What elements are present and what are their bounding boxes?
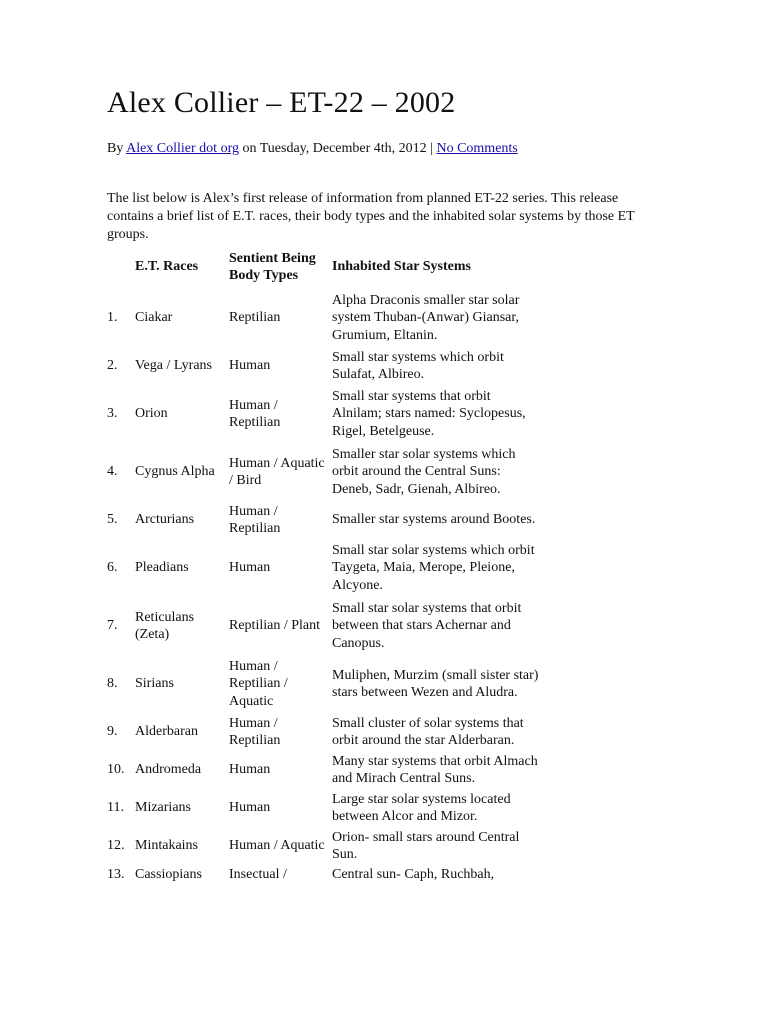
comments-link[interactable]: No Comments [436,141,518,156]
row-star-systems: Small star solar systems which orbit Taygeta, Maia, Merope, Pleione, Alcyone. [332,542,535,593]
row-body-type: Human / Reptilian [229,503,281,536]
row-number: 1. [107,310,118,326]
row-race: Arcturians [135,512,195,528]
row-race: Orion [135,406,168,422]
row-body-type: Human [229,560,271,576]
row-star-systems: Muliphen, Murzim (small sister star) stars between Wezen and Aludra. [332,667,539,700]
table-header-row [105,245,544,289]
row-star-systems: Smaller star systems around Bootes. [332,512,536,528]
table-row [105,597,544,655]
row-race: Cygnus Alpha [135,464,215,480]
row-body-type: Reptilian / Plant [229,618,320,634]
row-number: 3. [107,406,118,422]
row-star-systems: Orion- small stars around Central Sun. [332,829,520,862]
row-race: Alderbaran [135,724,198,740]
row-star-systems: Small star solar systems that orbit between that stars Achernar and Canopus. [332,600,522,651]
table-row [105,865,544,885]
row-number: 12. [107,838,125,854]
header-star-systems: Inhabited Star Systems [332,259,471,275]
table-row [105,789,544,827]
table-row [105,501,544,539]
table-row [105,289,544,347]
table-row [105,751,544,789]
row-star-systems: Small star systems which orbit Sulafat, Albireo. [332,349,504,382]
row-race: Ciakar [135,310,173,326]
row-number: 6. [107,560,118,576]
row-number: 10. [107,762,125,778]
row-body-type: Human / Aquatic / Bird [229,455,325,488]
row-race: Sirians [135,676,174,692]
table-row [105,655,544,713]
row-race: Mintakains [135,838,198,854]
page-title: Alex Collier – ET-22 – 2002 [107,86,456,119]
row-star-systems: Alpha Draconis smaller star solar system Thuban-(Anwar) Giansar, Grumium, Eltanin. [332,292,520,343]
row-race: Pleadians [135,560,189,576]
row-number: 8. [107,676,118,692]
row-number: 7. [107,618,118,634]
byline [107,141,518,157]
table-row [105,827,544,865]
row-number: 13. [107,867,125,882]
row-star-systems: Small star systems that orbit Alnilam; stars named: Syclopesus, Rigel, Betelgeuse. [332,388,526,439]
row-race: Mizarians [135,800,191,816]
row-number: 9. [107,724,118,740]
author-link[interactable]: Alex Collier dot org [126,141,239,156]
row-body-type: Human / Reptilian / Aquatic [229,658,288,709]
row-star-systems: Small cluster of solar systems that orbit around the star Alderbaran. [332,715,524,748]
row-star-systems: Smaller star solar systems which orbit around the Central Suns: Deneb, Sadr, Gienah, Albireo. [332,446,516,497]
byline-prefix: By [107,141,127,156]
row-body-type: Insectual / [229,867,287,882]
row-body-type: Human [229,762,271,778]
row-star-systems: Many star systems that orbit Almach and Mirach Central Suns. [332,753,538,786]
table-row [105,713,544,751]
row-star-systems: Central sun- Caph, Ruchbah, [332,867,495,882]
header-body-types: Sentient Being Body Types [229,250,316,283]
row-race: Vega / Lyrans [135,358,212,374]
row-number: 4. [107,464,118,480]
byline-date: on Tuesday, December 4th, 2012 | [238,141,437,156]
row-race: Cassiopians [135,867,202,882]
row-number: 2. [107,358,118,374]
row-race: Reticulans (Zeta) [135,609,195,642]
row-number: 11. [107,800,124,816]
et-races-table [105,245,544,885]
row-star-systems: Large star solar systems located between Alcor and Mizor. [332,791,511,824]
row-body-type: Human / Reptilian [229,397,281,430]
row-body-type: Human / Aquatic [229,838,325,854]
row-body-type: Human [229,358,271,374]
table-row [105,539,544,597]
header-et-races: E.T. Races [135,259,199,275]
table-row [105,443,544,501]
intro-paragraph: The list below is Alex’s first release of information from planned ET-22 series. This release contains a brief list of E.T. races, their body types and the inhabited solar systems by those ET groups. [107,191,635,242]
table-row [105,347,544,385]
row-race: Andromeda [135,762,202,778]
row-body-type: Reptilian [229,310,281,326]
table-row [105,385,544,443]
header-number [105,245,133,289]
row-body-type: Human [229,800,271,816]
row-body-type: Human / Reptilian [229,715,281,748]
row-number: 5. [107,512,118,528]
